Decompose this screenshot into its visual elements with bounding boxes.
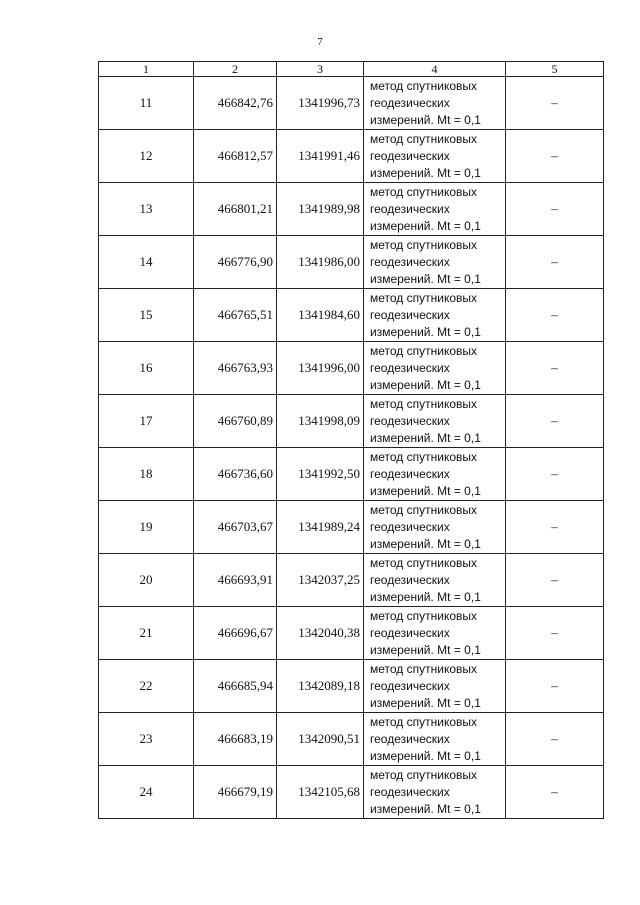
point-number-cell: 21: [99, 607, 194, 660]
method-line: метод спутниковых: [370, 555, 478, 570]
x-coordinate-cell: 466683,19: [194, 713, 277, 766]
table-row: [99, 183, 604, 236]
note-cell: –: [506, 342, 604, 395]
y-coordinate-cell: 1342037,25: [277, 554, 364, 607]
method-line: измерений. Mt = 0,1: [370, 695, 481, 710]
method-cell: [364, 766, 506, 819]
header-col-5: 5: [506, 62, 604, 77]
method-line: геодезических: [370, 413, 450, 428]
x-coordinate-cell: 466736,60: [194, 448, 277, 501]
method-line: измерений. Mt = 0,1: [370, 377, 481, 392]
note-cell: –: [506, 554, 604, 607]
point-number-cell: 20: [99, 554, 194, 607]
method-cell: [364, 342, 506, 395]
table-row: [99, 236, 604, 289]
table-row: [99, 130, 604, 183]
table-row: [99, 501, 604, 554]
method-line: геодезических: [370, 360, 450, 375]
x-coordinate-cell: 466760,89: [194, 395, 277, 448]
point-number-cell: 12: [99, 130, 194, 183]
y-coordinate-cell: 1342090,51: [277, 713, 364, 766]
method-line: геодезических: [370, 784, 450, 799]
header-col-4: 4: [364, 62, 506, 77]
method-cell: [364, 395, 506, 448]
method-cell: [364, 554, 506, 607]
point-number-cell: 14: [99, 236, 194, 289]
x-coordinate-cell: 466696,67: [194, 607, 277, 660]
y-coordinate-cell: 1342089,18: [277, 660, 364, 713]
method-line: измерений. Mt = 0,1: [370, 112, 481, 127]
point-number-cell: 17: [99, 395, 194, 448]
method-line: измерений. Mt = 0,1: [370, 536, 481, 551]
method-cell: [364, 77, 506, 130]
method-line: измерений. Mt = 0,1: [370, 271, 481, 286]
method-cell: [364, 607, 506, 660]
y-coordinate-cell: 1342040,38: [277, 607, 364, 660]
table-row: [99, 77, 604, 130]
point-number-cell: 11: [99, 77, 194, 130]
method-cell: [364, 130, 506, 183]
y-coordinate-cell: 1341992,50: [277, 448, 364, 501]
x-coordinate-cell: 466693,91: [194, 554, 277, 607]
method-line: геодезических: [370, 307, 450, 322]
table-row: [99, 395, 604, 448]
x-coordinate-cell: 466842,76: [194, 77, 277, 130]
header-col-2: 2: [194, 62, 277, 77]
page-number: 7: [317, 36, 323, 48]
method-line: метод спутниковых: [370, 767, 478, 782]
y-coordinate-cell: 1341996,00: [277, 342, 364, 395]
method-line: метод спутниковых: [370, 237, 478, 252]
method-line: метод спутниковых: [370, 290, 478, 305]
method-line: метод спутниковых: [370, 608, 478, 623]
point-number-cell: 24: [99, 766, 194, 819]
method-cell: [364, 183, 506, 236]
note-cell: –: [506, 448, 604, 501]
y-coordinate-cell: 1341991,46: [277, 130, 364, 183]
method-line: измерений. Mt = 0,1: [370, 748, 481, 763]
table-row: [99, 342, 604, 395]
note-cell: –: [506, 713, 604, 766]
method-line: метод спутниковых: [370, 343, 478, 358]
method-line: геодезических: [370, 95, 450, 110]
y-coordinate-cell: 1341986,00: [277, 236, 364, 289]
method-line: измерений. Mt = 0,1: [370, 165, 481, 180]
x-coordinate-cell: 466801,21: [194, 183, 277, 236]
table-row: [99, 766, 604, 819]
table-row: [99, 448, 604, 501]
header-col-3: 3: [277, 62, 364, 77]
note-cell: –: [506, 289, 604, 342]
note-cell: –: [506, 607, 604, 660]
method-line: геодезических: [370, 254, 450, 269]
point-number-cell: 18: [99, 448, 194, 501]
y-coordinate-cell: 1341998,09: [277, 395, 364, 448]
y-coordinate-cell: 1341984,60: [277, 289, 364, 342]
method-line: метод спутниковых: [370, 396, 478, 411]
method-line: измерений. Mt = 0,1: [370, 218, 481, 233]
x-coordinate-cell: 466765,51: [194, 289, 277, 342]
method-line: геодезических: [370, 678, 450, 693]
method-line: метод спутниковых: [370, 502, 478, 517]
table-row: [99, 289, 604, 342]
note-cell: –: [506, 501, 604, 554]
method-line: геодезических: [370, 731, 450, 746]
method-line: геодезических: [370, 201, 450, 216]
y-coordinate-cell: 1342105,68: [277, 766, 364, 819]
method-line: измерений. Mt = 0,1: [370, 430, 481, 445]
method-cell: [364, 713, 506, 766]
note-cell: –: [506, 130, 604, 183]
method-line: измерений. Mt = 0,1: [370, 324, 481, 339]
note-cell: –: [506, 236, 604, 289]
point-number-cell: 22: [99, 660, 194, 713]
method-line: метод спутниковых: [370, 714, 478, 729]
method-line: измерений. Mt = 0,1: [370, 642, 481, 657]
table-header: [99, 62, 604, 77]
note-cell: –: [506, 766, 604, 819]
point-number-cell: 13: [99, 183, 194, 236]
x-coordinate-cell: 466703,67: [194, 501, 277, 554]
method-line: измерений. Mt = 0,1: [370, 483, 481, 498]
note-cell: –: [506, 77, 604, 130]
method-cell: [364, 660, 506, 713]
method-cell: [364, 501, 506, 554]
method-line: метод спутниковых: [370, 131, 478, 146]
table-row: [99, 554, 604, 607]
x-coordinate-cell: 466685,94: [194, 660, 277, 713]
method-cell: [364, 236, 506, 289]
header-row: [99, 62, 604, 77]
method-line: геодезических: [370, 572, 450, 587]
point-number-cell: 15: [99, 289, 194, 342]
method-line: геодезических: [370, 148, 450, 163]
table-body: [99, 77, 604, 819]
table-row: [99, 713, 604, 766]
note-cell: –: [506, 395, 604, 448]
point-number-cell: 16: [99, 342, 194, 395]
table-row: [99, 607, 604, 660]
method-line: измерений. Mt = 0,1: [370, 589, 481, 604]
y-coordinate-cell: 1341989,98: [277, 183, 364, 236]
method-line: геодезических: [370, 519, 450, 534]
x-coordinate-cell: 466763,93: [194, 342, 277, 395]
method-line: метод спутниковых: [370, 78, 478, 93]
point-number-cell: 19: [99, 501, 194, 554]
method-line: геодезических: [370, 625, 450, 640]
x-coordinate-cell: 466812,57: [194, 130, 277, 183]
method-cell: [364, 448, 506, 501]
header-col-1: 1: [99, 62, 194, 77]
x-coordinate-cell: 466776,90: [194, 236, 277, 289]
note-cell: –: [506, 660, 604, 713]
method-line: геодезических: [370, 466, 450, 481]
method-line: измерений. Mt = 0,1: [370, 801, 481, 816]
y-coordinate-cell: 1341996,73: [277, 77, 364, 130]
method-line: метод спутниковых: [370, 661, 478, 676]
point-number-cell: 23: [99, 713, 194, 766]
method-line: метод спутниковых: [370, 449, 478, 464]
method-cell: [364, 289, 506, 342]
x-coordinate-cell: 466679,19: [194, 766, 277, 819]
coordinates-table: [98, 61, 604, 819]
note-cell: –: [506, 183, 604, 236]
method-line: метод спутниковых: [370, 184, 478, 199]
y-coordinate-cell: 1341989,24: [277, 501, 364, 554]
table-row: [99, 660, 604, 713]
